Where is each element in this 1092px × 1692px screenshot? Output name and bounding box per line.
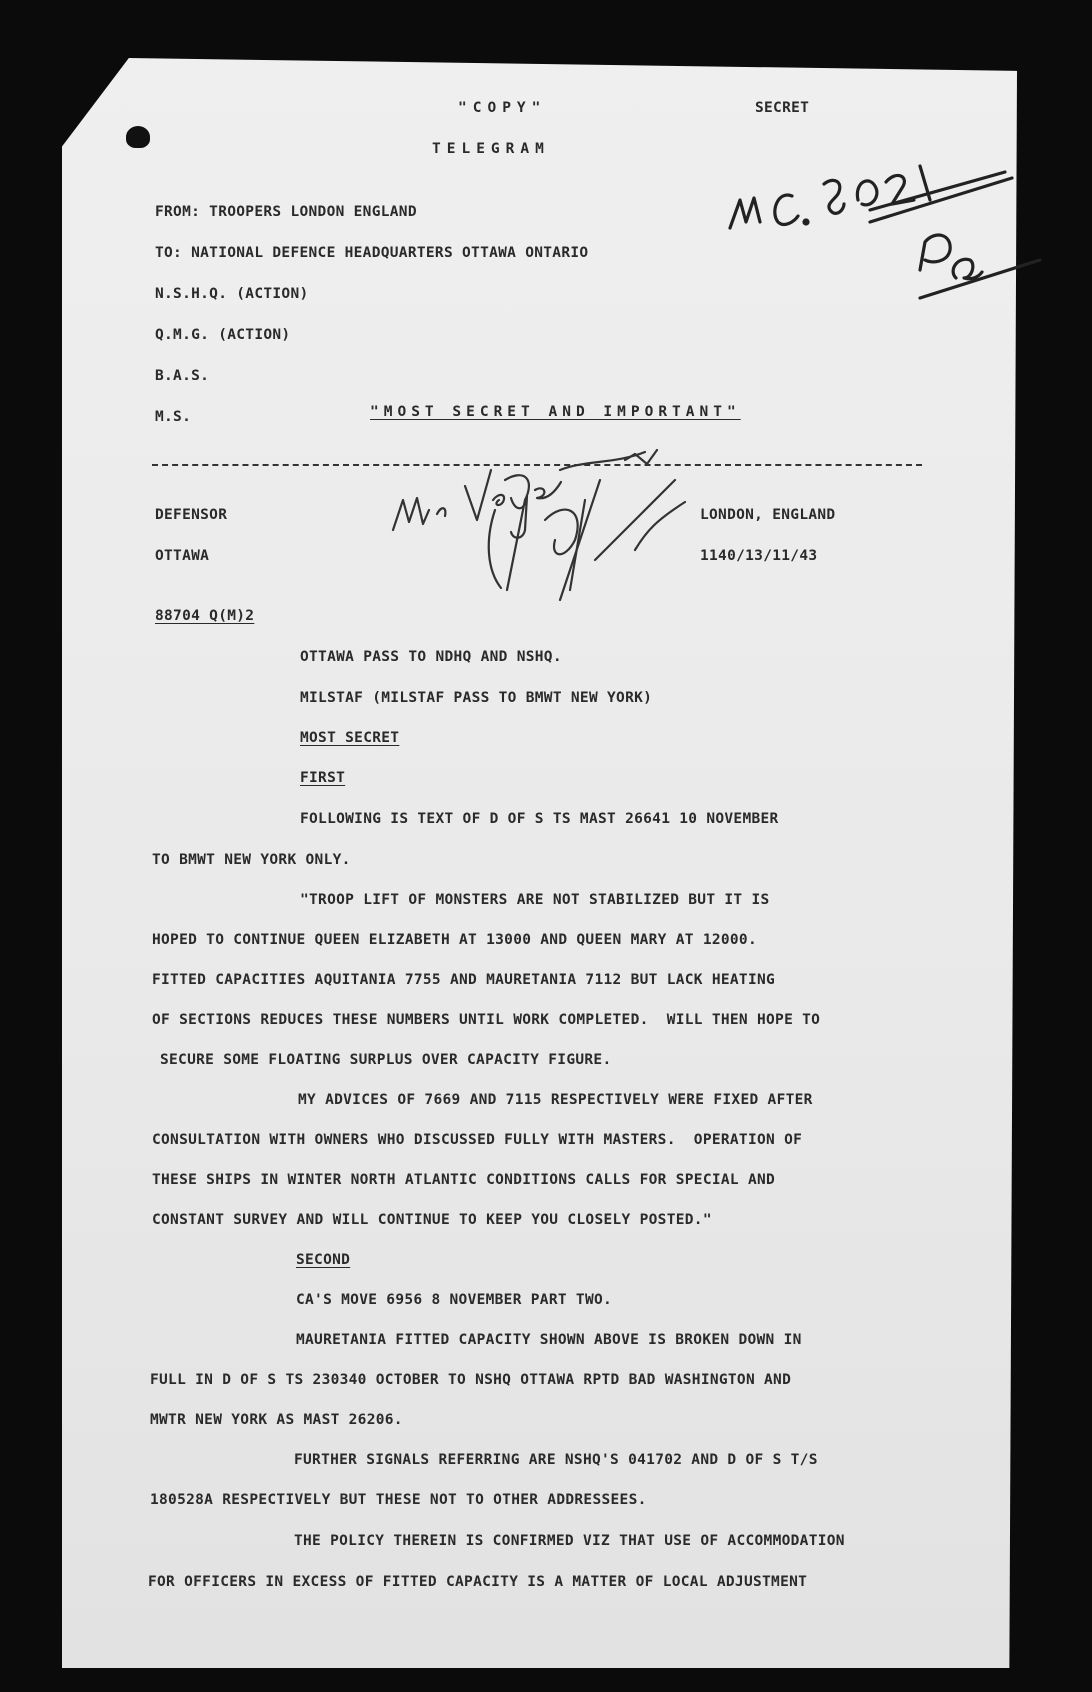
body-line: 180528A RESPECTIVELY BUT THESE NOT TO OTHER ADDRESSEES. [150, 1492, 647, 1508]
distribution-line-2: Q.M.G. (ACTION) [155, 327, 291, 343]
body-line: HOPED TO CONTINUE QUEEN ELIZABETH AT 13000 AND QUEEN MARY AT 12000. [152, 932, 757, 948]
distribution-line-3: B.A.S. [155, 368, 210, 384]
body-line: FOLLOWING IS TEXT OF D OF S TS MAST 26641 10 NOVEMBER [300, 811, 779, 827]
body-line: MAURETANIA FITTED CAPACITY SHOWN ABOVE IS BROKEN DOWN IN [296, 1332, 802, 1348]
address-left-2: OTTAWA [155, 548, 210, 564]
copy-label: "COPY" [458, 100, 547, 116]
body-line: THE POLICY THEREIN IS CONFIRMED VIZ THAT USE OF ACCOMMODATION [294, 1533, 845, 1549]
message-classification: MOST SECRET [300, 730, 400, 746]
punch-hole [126, 126, 150, 148]
message-reference: 88704 Q(M)2 [155, 608, 255, 624]
body-line: FULL IN D OF S TS 230340 OCTOBER TO NSHQ OTTAWA RPTD BAD WASHINGTON AND [150, 1372, 792, 1388]
to-line: TO: NATIONAL DEFENCE HEADQUARTERS OTTAWA ONTARIO [155, 245, 589, 261]
body-line: SECURE SOME FLOATING SURPLUS OVER CAPACITY FIGURE. [160, 1052, 612, 1068]
section-first: FIRST [300, 770, 346, 786]
from-line: FROM: TROOPERS LONDON ENGLAND [155, 204, 417, 220]
body-line: CONSTANT SURVEY AND WILL CONTINUE TO KEEP YOU CLOSELY POSTED." [152, 1212, 712, 1228]
address-left-1: DEFENSOR [155, 507, 228, 523]
body-line: MWTR NEW YORK AS MAST 26206. [150, 1412, 403, 1428]
distribution-line-1: N.S.H.Q. (ACTION) [155, 286, 309, 302]
document-type: TELEGRAM [432, 141, 550, 157]
body-line: TO BMWT NEW YORK ONLY. [152, 852, 351, 868]
separator-line [152, 464, 922, 466]
distribution-line-4: M.S. [155, 409, 192, 425]
body-line: "TROOP LIFT OF MONSTERS ARE NOT STABILIZED BUT IT IS [300, 892, 770, 908]
classification-label: SECRET [755, 100, 810, 116]
pass-instruction-1: OTTAWA PASS TO NDHQ AND NSHQ. [300, 649, 562, 665]
pass-instruction-2: MILSTAF (MILSTAF PASS TO BMWT NEW YORK) [300, 690, 653, 706]
body-line: FITTED CAPACITIES AQUITANIA 7755 AND MAURETANIA 7112 BUT LACK HEATING [152, 972, 776, 988]
origin-place: LONDON, ENGLAND [700, 507, 836, 523]
body-line: CA'S MOVE 6956 8 NOVEMBER PART TWO. [296, 1292, 613, 1308]
body-line: OF SECTIONS REDUCES THESE NUMBERS UNTIL WORK COMPLETED. WILL THEN HOPE TO [152, 1012, 821, 1028]
body-line: MY ADVICES OF 7669 AND 7115 RESPECTIVELY WERE FIXED AFTER [298, 1092, 813, 1108]
body-line: FOR OFFICERS IN EXCESS OF FITTED CAPACITY IS A MATTER OF LOCAL ADJUSTMENT [148, 1574, 808, 1590]
body-line: CONSULTATION WITH OWNERS WHO DISCUSSED FULLY WITH MASTERS. OPERATION OF [152, 1132, 803, 1148]
date-time-group: 1140/13/11/43 [700, 548, 818, 564]
security-marking: "MOST SECRET AND IMPORTANT" [370, 404, 741, 420]
body-line: THESE SHIPS IN WINTER NORTH ATLANTIC CONDITIONS CALLS FOR SPECIAL AND [152, 1172, 776, 1188]
section-second: SECOND [296, 1252, 351, 1268]
body-line: FURTHER SIGNALS REFERRING ARE NSHQ'S 041702 AND D OF S T/S [294, 1452, 818, 1468]
